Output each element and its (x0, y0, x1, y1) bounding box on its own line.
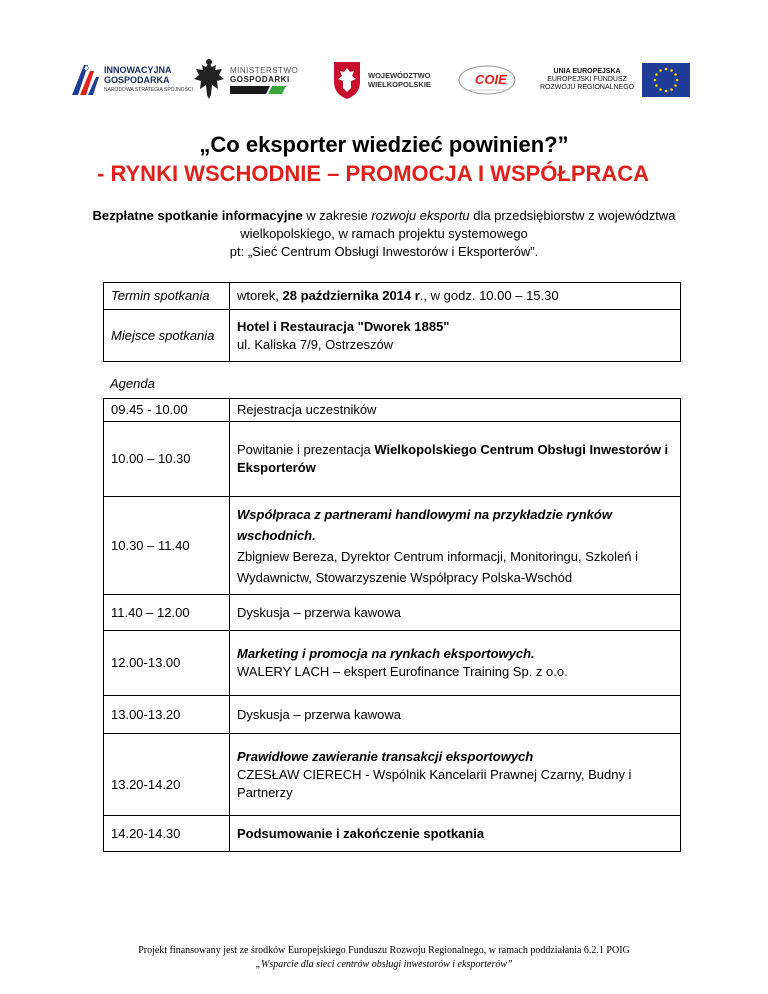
wielkopolska-shield-icon (332, 60, 362, 100)
agenda-item (230, 631, 681, 696)
agenda-item: Dyskusja – przerwa kawowa (230, 595, 681, 631)
eagle-emblem-icon (192, 57, 226, 103)
agenda-time: 13.00-13.20 (104, 696, 230, 734)
agenda-speaker: WALERY LACH – ekspert Eurofinance Training Sp. z o.o. (237, 664, 568, 679)
eu-flag-icon (642, 63, 690, 97)
table-row (104, 631, 681, 696)
document-subtitle: - RYNKI WSCHODNIE – PROMOCJA I WSPÓŁPRACA (97, 161, 650, 186)
place-name: Hotel i Restauracja "Dworek 1885" (237, 318, 450, 334)
table-row (104, 734, 681, 816)
intro-project-name: pt: „Sieć Centrum Obsługi Inwestorów i Eksporterów”. (229, 244, 539, 259)
coie-logo-text: COIE (475, 72, 507, 87)
logo-text: WIELKOPOLSKIE (368, 80, 431, 89)
unia-europejska-logo (540, 50, 690, 110)
term-value (230, 283, 681, 310)
coie-logo (455, 50, 519, 110)
agenda-speaker: Zbigniew Bereza, Dyrektor Centrum informacji, Monitoringu, Szkoleń i Wydawnictw, Stowarzyszenie Współpracy Polska-Wschód (237, 548, 638, 585)
agenda-text: Powitanie i prezentacja (237, 442, 375, 457)
agenda-item (230, 816, 681, 852)
logo-text: NARODOWA STRATEGIA SPÓJNOŚCI (104, 87, 193, 93)
logo-text: INNOWACYJNA (104, 65, 172, 75)
agenda-item (230, 734, 681, 816)
intro-bold: Bezpłatne spotkanie informacyjne (92, 208, 303, 223)
table-row (104, 497, 681, 595)
coie-icon (455, 60, 519, 100)
wojewodztwo-wielkopolskie-logo (332, 50, 431, 110)
logo-text: UNIA EUROPEJSKA (553, 68, 621, 75)
term-label: Termin spotkania (104, 283, 230, 310)
table-row (104, 310, 681, 362)
agenda-talk-title: Współpraca z partnerami handlowymi na przykładzie rynków wschodnich. (237, 506, 612, 543)
agenda-talk-title: Prawidłowe zawieranie transakcji eksportowych (237, 748, 534, 764)
place-address: ul. Kaliska 7/9, Ostrzeszów (237, 336, 394, 352)
footer-program-name: „Wsparcie dla sieci centrów obsługi inwestorów i eksporterów” (255, 959, 513, 970)
agenda-item (230, 422, 681, 497)
agenda-time: 12.00-13.00 (104, 631, 230, 696)
document-title: „Co eksporter wiedzieć powinien?” (199, 132, 569, 157)
agenda-time: 09.45 - 10.00 (104, 399, 230, 422)
agenda-table (103, 398, 681, 852)
meeting-info-table (103, 282, 681, 362)
agenda-time: 13.20-14.20 (104, 734, 230, 816)
footer-funding-note: Projekt finansowany jest ze środków Europejskiego Funduszu Rozwoju Regionalnego, w ramach poddziałania 6.2.1 POIG (138, 945, 630, 956)
ministry-stripe-icon (230, 86, 286, 94)
agenda-item (230, 497, 681, 595)
table-row (104, 816, 681, 852)
logo-strip (70, 50, 700, 110)
term-text: ., w godz. 10.00 – 15.30 (419, 288, 559, 303)
logo-text: EUROPEJSKI FUNDUSZ (547, 76, 627, 83)
intro-text: w zakresie (302, 208, 372, 223)
intro-text: dla przedsiębiorstw z województwa wielkopolskiego, w ramach projektu systemowego (240, 208, 676, 241)
agenda-bold: Podsumowanie i zakończenie spotkania (237, 825, 485, 841)
table-row (104, 399, 681, 422)
intro-italic: rozwoju eksportu (371, 208, 470, 223)
agenda-item: Rejestracja uczestników (230, 399, 681, 422)
term-text: wtorek, (237, 288, 283, 303)
innowacyjna-gospodarka-icon (70, 63, 100, 97)
place-label: Miejsce spotkania (104, 310, 230, 362)
agenda-speaker: CZESŁAW CIERECH - Wspólnik Kancelarii Prawnej Czarny, Budny i Partnerzy (237, 766, 632, 800)
logo-text: MINISTERSTWO (230, 66, 299, 75)
agenda-time: 10.00 – 10.30 (104, 422, 230, 497)
logo-text: ROZWOJU REGIONALNEGO (540, 84, 635, 91)
logo-text: WOJEWÓDZTWO (368, 71, 431, 80)
term-date: 28 października 2014 r (282, 288, 420, 303)
logo-text: GOSPODARKA (104, 75, 170, 85)
agenda-time: 14.20-14.30 (104, 816, 230, 852)
table-row (104, 595, 681, 631)
intro-paragraph (60, 207, 708, 261)
agenda-time: 11.40 – 12.00 (104, 595, 230, 631)
place-value (230, 310, 681, 362)
table-row (104, 696, 681, 734)
agenda-label: Agenda (110, 376, 155, 391)
agenda-talk-title: Marketing i promocja na rynkach eksportowych. (237, 646, 535, 661)
table-row (104, 283, 681, 310)
innowacyjna-gospodarka-logo (70, 50, 193, 110)
agenda-item: Dyskusja – przerwa kawowa (230, 696, 681, 734)
agenda-time: 10.30 – 11.40 (104, 497, 230, 595)
ministerstwo-gospodarki-logo (192, 50, 298, 110)
table-row (104, 422, 681, 497)
agenda-bold: Wielkopolskiego Centrum Obsługi Inwestorów i Eksporterów (237, 442, 669, 475)
logo-text: GOSPODARKI (230, 75, 290, 84)
